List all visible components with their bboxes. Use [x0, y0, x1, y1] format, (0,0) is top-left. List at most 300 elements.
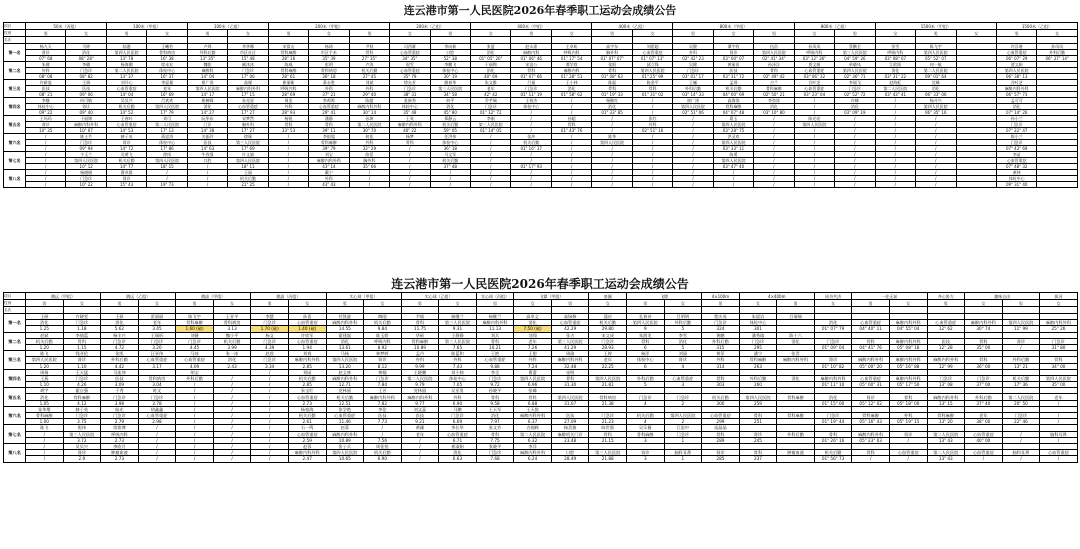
- gender-header: 男: [326, 300, 364, 307]
- result-cell: 肾诊: [702, 450, 740, 456]
- result-cell: 36" 00: [965, 363, 1003, 369]
- result-cell: 4.72: [101, 344, 139, 350]
- result-cell: 4: [627, 419, 665, 425]
- result-cell: 23.48: [551, 437, 589, 443]
- result-cell: 骨科麻醉: [739, 357, 777, 363]
- result-cell: 门急诊: [927, 375, 965, 381]
- result-cell: 05" 00" 31: [852, 382, 890, 388]
- result-cell: 肾诊: [889, 431, 927, 437]
- result-cell: 21.23: [589, 419, 627, 425]
- result-cell: /: [632, 182, 672, 188]
- result-cell: 心血管重症: [702, 413, 740, 419]
- result-cell: 陈十六: [777, 332, 815, 338]
- result-cell: /: [916, 164, 956, 170]
- rank-label: 第四名: [4, 98, 26, 116]
- result-cell: /: [673, 134, 713, 140]
- blank-cell: [777, 307, 815, 314]
- result-cell: 心血管重症: [996, 158, 1036, 164]
- result-cell: 杨洋: [627, 351, 665, 357]
- result-cell: 03" 23" 04: [794, 92, 834, 98]
- result-cell: 1.60 (破): [176, 326, 214, 332]
- result-cell: 杨晓晓: [66, 170, 106, 176]
- result-cell: /: [889, 437, 927, 443]
- result-cell: 麻醉内科外科: [996, 86, 1036, 92]
- result-cell: 10" 07: [66, 128, 106, 134]
- result-cell: 门急诊: [439, 413, 477, 419]
- result-cell: 7.75: [476, 437, 514, 443]
- result-cell: /: [875, 140, 915, 146]
- gender-header: 女: [439, 300, 477, 307]
- result-cell: 尹权: [349, 44, 389, 50]
- rank-label: 第五名: [4, 388, 26, 407]
- result-cell: 11.75: [401, 326, 439, 332]
- result-cell: 杨锐: [268, 116, 308, 122]
- result-cell: 17" 36: [1002, 382, 1040, 388]
- result-cell: /: [754, 122, 794, 128]
- gender-header: 女: [364, 300, 402, 307]
- result-cell: /: [835, 140, 875, 146]
- result-cell: 刘春: [288, 351, 326, 357]
- result-cell: 13.20: [326, 363, 364, 369]
- result-cell: 李鹏飞: [430, 62, 470, 68]
- blank-cell: [268, 37, 308, 44]
- result-cell: 骨科: [511, 68, 551, 74]
- result-cell: 心血管重症: [228, 104, 268, 110]
- result-cell: 6.96: [514, 382, 552, 388]
- result-cell: 王卓昕: [551, 44, 591, 50]
- result-cell: 刘斌: [349, 80, 389, 86]
- gender-header: 女: [213, 300, 251, 307]
- blank-cell: [956, 37, 996, 44]
- result-cell: /: [592, 176, 632, 182]
- result-cell: /: [176, 425, 214, 431]
- result-cell: 29" 40: [349, 92, 389, 98]
- result-cell: /: [471, 152, 511, 158]
- event-header: 同舟共济: [814, 293, 852, 300]
- result-cell: 赫子英: [63, 406, 101, 412]
- result-cell: 骨科: [754, 68, 794, 74]
- gender-header: 女: [875, 30, 915, 37]
- result-cell: /: [26, 176, 66, 182]
- result-cell: /: [268, 134, 308, 140]
- result-cell: 王甜: [514, 351, 552, 357]
- result-cell: 杨继红: [592, 98, 632, 104]
- result-cell: 医技: [26, 86, 66, 92]
- result-cell: 张文芳: [476, 425, 514, 431]
- result-cell: 心血管重症: [996, 50, 1036, 56]
- result-cell: 骨科: [551, 122, 591, 128]
- result-cell: /: [138, 431, 176, 437]
- result-cell: 王燕: [26, 375, 64, 381]
- result-cell: 27.09: [551, 419, 589, 425]
- result-cell: 骨科麻醉: [268, 68, 308, 74]
- result-cell: 赫子英: [106, 134, 146, 140]
- result-cell: 骨科麻醉: [26, 413, 64, 419]
- result-cell: 27" 35": [349, 56, 389, 62]
- result-cell: /: [632, 140, 672, 146]
- result-cell: 30" 70: [349, 128, 389, 134]
- blank-cell: [739, 307, 777, 314]
- result-cell: 机关后勤: [349, 68, 389, 74]
- result-cell: /: [213, 425, 251, 431]
- result-cell: 消化: [777, 375, 815, 381]
- result-cell: 314: [702, 363, 740, 369]
- result-cell: 7.97: [476, 419, 514, 425]
- result-cell: 3.13: [213, 326, 251, 332]
- result-cell: 门急诊: [63, 320, 101, 326]
- result-cell: 周扬: [26, 369, 64, 375]
- result-cell: 吴贝兴: [106, 98, 146, 104]
- result-cell: 麻醉内科外科: [889, 357, 927, 363]
- result-cell: 32.48: [551, 363, 589, 369]
- result-cell: 门急诊: [702, 320, 740, 326]
- result-cell: 曹卓群: [106, 170, 146, 176]
- result-cell: 门急诊: [814, 413, 852, 419]
- result-cell: 李显量: [147, 80, 187, 86]
- result-cell: 门急诊: [664, 394, 702, 400]
- result-cell: 骨科病房: [138, 375, 176, 381]
- result-cell: 01" 12" 72: [471, 110, 511, 116]
- result-cell: /: [713, 182, 753, 188]
- result-cell: 09" 06: [66, 92, 106, 98]
- result-cell: 王天猛: [63, 369, 101, 375]
- result-cell: 宋文成: [589, 332, 627, 338]
- gender-header: 女: [147, 30, 187, 37]
- result-cell: 魏小平: [213, 332, 251, 338]
- result-cell: /: [916, 182, 956, 188]
- result-cell: 3.78: [138, 400, 176, 406]
- result-cell: 1.40 (破): [288, 326, 326, 332]
- result-cell: 葛玉: [713, 116, 753, 122]
- result-cell: 外科: [514, 357, 552, 363]
- result-cell: /: [511, 122, 551, 128]
- gender-header: 女: [390, 30, 430, 37]
- result-cell: 杨海潮: [106, 62, 146, 68]
- result-cell: 6.71: [439, 437, 477, 443]
- result-cell: 06" 33" 06: [916, 92, 956, 98]
- result-cell: 03" 31" 22: [875, 74, 915, 80]
- result-cell: 崔丽新: [268, 80, 308, 86]
- result-cell: 05" 17" 50: [889, 382, 927, 388]
- result-cell: 33" 53: [268, 128, 308, 134]
- result-cell: 02" 51" 16: [632, 128, 672, 134]
- result-cell: 消化: [835, 104, 875, 110]
- result-cell: /: [1040, 413, 1078, 419]
- result-cell: 何佳: [349, 134, 389, 140]
- result-cell: 呼吸内科: [794, 50, 834, 56]
- result-cell: 01" 56" 73: [814, 456, 852, 462]
- result-cell: 心血管重症: [794, 86, 834, 92]
- gender-header: 女: [66, 30, 106, 37]
- result-cell: /: [138, 443, 176, 449]
- result-cell: 周瑜: [551, 351, 589, 357]
- result-cell: 陈华: [592, 134, 632, 140]
- result-cell: 医技: [101, 375, 139, 381]
- result-cell: 门急诊: [1040, 338, 1078, 344]
- result-cell: 第四人民医院: [632, 68, 672, 74]
- result-cell: 3: [627, 456, 665, 462]
- result-cell: 消化: [814, 320, 852, 326]
- result-cell: 雷丽丽: [138, 314, 176, 320]
- result-cell: /: [176, 413, 214, 419]
- result-cell: [777, 456, 815, 462]
- result-cell: 门急诊: [63, 413, 101, 419]
- result-cell: 孔春诗: [627, 314, 665, 320]
- result-cell: /: [632, 134, 672, 140]
- result-cell: 35" 00: [1040, 382, 1078, 388]
- result-cell: 34" 00: [1040, 363, 1078, 369]
- result-cell: /: [251, 425, 289, 431]
- result-cell: 心血管重症: [927, 320, 965, 326]
- gender-header: 女: [309, 30, 349, 37]
- result-cell: /: [511, 116, 551, 122]
- result-cell: 陈玉娇: [364, 332, 402, 338]
- rank-label: 第六名: [4, 406, 26, 425]
- result-cell: 03" 28" 75: [713, 128, 753, 134]
- result-cell: 10" 22: [66, 182, 106, 188]
- result-cell: 孙凤凤: [794, 44, 834, 50]
- result-cell: 朱华塔: [26, 406, 64, 412]
- rank-label: 第八名: [4, 170, 26, 188]
- blank-cell: [632, 37, 672, 44]
- result-cell: 外科: [702, 357, 740, 363]
- result-cell: 王芳: [364, 388, 402, 394]
- result-cell: /: [471, 134, 511, 140]
- result-cell: 04" 41" 76: [852, 344, 890, 350]
- result-cell: 25" 26: [1040, 326, 1078, 332]
- result-cell: 外科后勤: [739, 375, 777, 381]
- result-cell: 10.65: [326, 456, 364, 462]
- result-cell: 45" 80: [430, 110, 470, 116]
- event-header: 跳远（乙组）: [101, 293, 176, 300]
- result-cell: 门急诊: [471, 104, 511, 110]
- result-cell: 朱光星: [228, 98, 268, 104]
- result-cell: 消化: [592, 104, 632, 110]
- result-cell: 消化: [664, 338, 702, 344]
- result-cell: 35" 48: [390, 110, 430, 116]
- sheet-title: 连云港市第一人民医院2026年春季职工运动会成绩公告: [403, 4, 677, 17]
- result-cell: /: [138, 425, 176, 431]
- result-cell: /: [794, 182, 834, 188]
- result-cell: 体检中心: [511, 104, 551, 110]
- result-cell: 王小林: [551, 80, 591, 86]
- results-table-bottom: [3, 292, 1078, 463]
- result-cell: 42" 42: [471, 92, 511, 98]
- result-cell: /: [852, 456, 890, 462]
- result-cell: /: [551, 110, 591, 116]
- corner-label-rank: 名次: [4, 307, 26, 314]
- gender-header: 男: [916, 30, 956, 37]
- blank-cell: [754, 37, 794, 44]
- result-cell: 第四人民医院: [106, 50, 146, 56]
- result-cell: 第四人民医院: [228, 158, 268, 164]
- result-cell: /: [875, 152, 915, 158]
- result-cell: 麻醉内科外科: [309, 158, 349, 164]
- result-cell: 第四人民医院: [1002, 320, 1040, 326]
- result-cell: 251: [739, 419, 777, 425]
- blank-cell: [251, 307, 289, 314]
- result-cell: 42.29: [551, 326, 589, 332]
- result-cell: 9.31: [439, 326, 477, 332]
- result-cell: 周龙: [268, 98, 308, 104]
- result-cell: 王丽: [228, 170, 268, 176]
- result-cell: 外科后勤: [1002, 357, 1040, 363]
- result-cell: 孙凤凤: [1037, 44, 1077, 50]
- result-cell: 麻醉内科外科: [288, 357, 326, 363]
- result-cell: 05" 19" 15: [889, 419, 927, 425]
- result-cell: 崔淑娟: [439, 443, 477, 449]
- result-cell: 高瑾: [228, 80, 268, 86]
- result-cell: 张阳: [592, 62, 632, 68]
- result-cell: 张红: [632, 116, 672, 122]
- result-cell: /: [26, 152, 66, 158]
- gender-header: 男: [777, 300, 815, 307]
- result-cell: 第二人民医院: [349, 122, 389, 128]
- result-cell: /: [794, 134, 834, 140]
- result-cell: 机关后勤: [288, 375, 326, 381]
- result-cell: 第四人民医院: [26, 357, 64, 363]
- result-cell: 骨科: [63, 338, 101, 344]
- result-cell: 01" 33" 85: [592, 110, 632, 116]
- result-cell: 第四人民医院: [514, 375, 552, 381]
- result-cell: 体检中心: [26, 104, 66, 110]
- result-cell: /: [916, 170, 956, 176]
- blank-cell: [309, 37, 349, 44]
- result-cell: /: [471, 182, 511, 188]
- result-cell: 王春叶: [106, 116, 146, 122]
- result-cell: 门急诊: [176, 338, 214, 344]
- result-cell: /: [794, 176, 834, 182]
- result-cell: 孙泽浮: [754, 62, 794, 68]
- result-cell: 麻醉内科外科: [852, 357, 890, 363]
- event-header: 100米（甲组）: [106, 23, 187, 30]
- result-cell: 08" 21: [26, 92, 66, 98]
- result-cell: 李伦: [364, 406, 402, 412]
- result-cell: /: [251, 406, 289, 412]
- result-cell: 骨科病房: [213, 320, 251, 326]
- result-cell: 肿瘤血液: [777, 450, 815, 456]
- result-cell: 37" 00: [965, 382, 1003, 388]
- result-cell: 心血管重症: [852, 375, 890, 381]
- result-cell: 消化: [430, 104, 470, 110]
- result-cell: /: [471, 176, 511, 182]
- result-cell: 01" 58" 62: [551, 92, 591, 98]
- result-cell: 3.99: [213, 344, 251, 350]
- result-cell: 刘文蕊: [401, 406, 439, 412]
- result-cell: /: [268, 176, 308, 182]
- result-cell: 门急诊: [101, 394, 139, 400]
- result-cell: 门急诊: [673, 68, 713, 74]
- result-cell: 01" 05" 20": [471, 56, 511, 62]
- result-cell: 01" 10" 82: [814, 363, 852, 369]
- result-cell: /: [187, 170, 227, 176]
- result-cell: 6.63: [439, 456, 477, 462]
- gender-header: 女: [814, 300, 852, 307]
- result-cell: 3.17: [138, 363, 176, 369]
- result-cell: 9: [627, 326, 665, 332]
- rank-label: 第一名: [4, 314, 26, 333]
- rank-label: 第一名: [4, 44, 26, 62]
- result-cell: 尹斌: [401, 314, 439, 320]
- result-cell: 骨科麻醉: [777, 413, 815, 419]
- result-cell: 机关后勤: [814, 450, 852, 456]
- result-cell: 02" 51" 06: [673, 110, 713, 116]
- result-cell: 301: [739, 326, 777, 332]
- result-cell: /: [835, 128, 875, 134]
- result-cell: 心血管重症: [106, 122, 146, 128]
- result-cell: 朱宝红: [288, 388, 326, 394]
- rank-label: 第三名: [4, 351, 26, 370]
- result-cell: /: [916, 176, 956, 182]
- gender-header: 男: [26, 300, 64, 307]
- result-cell: 259: [739, 400, 777, 406]
- gender-header: 女: [589, 300, 627, 307]
- result-cell: 第四人民医院: [551, 394, 589, 400]
- blank-cell: [889, 307, 927, 314]
- result-cell: 03" 00" 07: [713, 56, 753, 62]
- result-cell: 34" 35": [390, 56, 430, 62]
- result-cell: /: [176, 443, 214, 449]
- result-cell: 17" 27: [228, 128, 268, 134]
- result-cell: 王玛玛: [26, 116, 66, 122]
- result-cell: 刘兵: [476, 332, 514, 338]
- result-cell: /: [390, 164, 430, 170]
- result-cell: 肾诊: [364, 357, 402, 363]
- result-cell: 赵斌: [26, 332, 64, 338]
- results-table-top: [3, 22, 1078, 188]
- result-cell: 吉國辉: [514, 425, 552, 431]
- blank-cell: [471, 37, 511, 44]
- result-cell: /: [138, 437, 176, 443]
- result-cell: /: [390, 176, 430, 182]
- result-cell: 4.45: [176, 344, 214, 350]
- result-cell: /: [390, 170, 430, 176]
- result-cell: 01" 08" 63: [592, 74, 632, 80]
- result-cell: 4: [627, 400, 665, 406]
- result-cell: 何平: [430, 98, 470, 104]
- result-cell: 7.73: [364, 419, 402, 425]
- result-cell: /: [251, 375, 289, 381]
- result-cell: 李华娜: [228, 44, 268, 50]
- result-cell: 赵蓉: [326, 425, 364, 431]
- result-cell: 17" 13: [147, 128, 187, 134]
- result-cell: 麻醉内科外科: [349, 104, 389, 110]
- result-cell: 张夏: [471, 44, 511, 50]
- blank-cell: [390, 37, 430, 44]
- result-cell: /: [551, 164, 591, 170]
- result-cell: 骨科: [476, 431, 514, 437]
- result-cell: 机关后勤: [589, 320, 627, 326]
- result-cell: 体检中心: [430, 68, 470, 74]
- result-cell: /: [26, 134, 66, 140]
- result-cell: 骨科: [852, 450, 890, 456]
- result-cell: 04" 40" 11: [852, 326, 890, 332]
- result-cell: 宋梦然: [228, 116, 268, 122]
- result-cell: 李银超: [309, 134, 349, 140]
- result-cell: /: [268, 182, 308, 188]
- blank-cell: [66, 37, 106, 44]
- gender-header: 男: [476, 300, 514, 307]
- result-cell: 麻醉内科外科: [401, 394, 439, 400]
- result-cell: 09" 40: [66, 110, 106, 116]
- result-cell: 35" 00: [965, 344, 1003, 350]
- result-cell: 9.79: [401, 382, 439, 388]
- result-cell: 09" 22: [26, 110, 66, 116]
- result-cell: /: [632, 158, 672, 164]
- result-cell: 心血管重症: [288, 431, 326, 437]
- gender-header: 女: [739, 300, 777, 307]
- result-cell: /: [176, 406, 214, 412]
